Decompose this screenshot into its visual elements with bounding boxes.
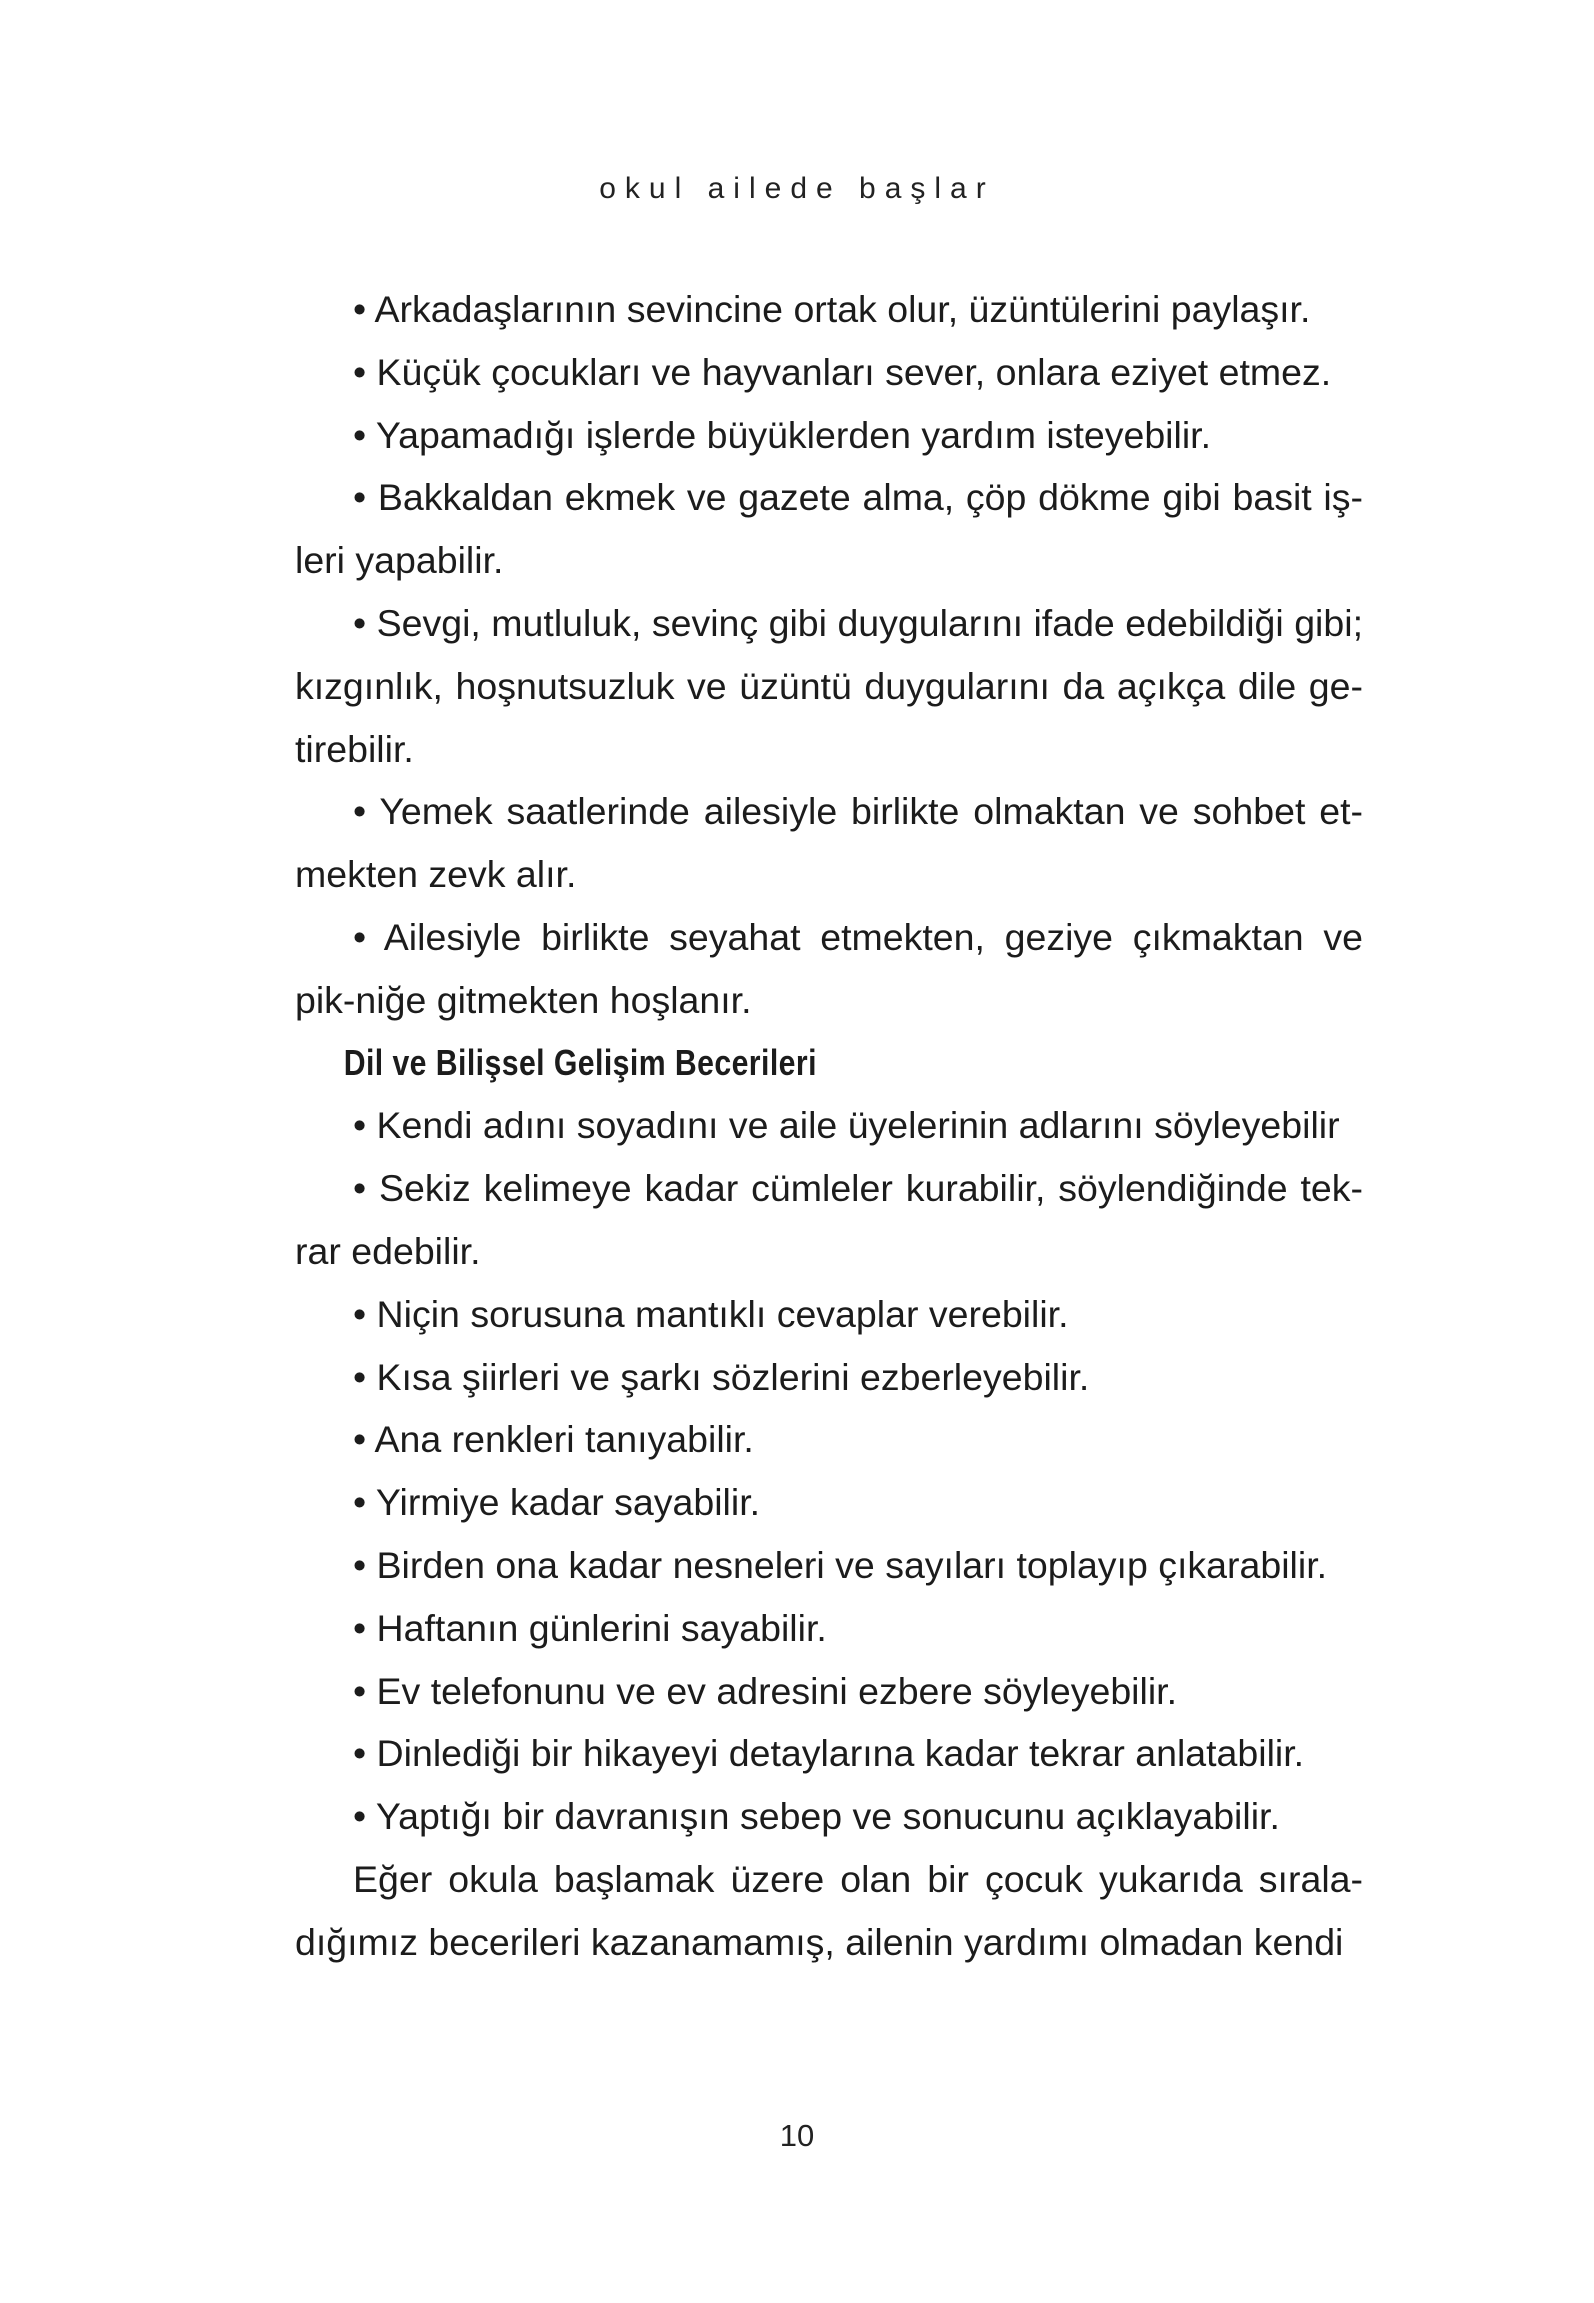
running-header: okul ailede başlar [599, 172, 995, 205]
bullet-paragraph: • Ev telefonunu ve ev adresini ezbere söyleyebilir. [353, 1669, 1178, 1712]
bullet-paragraph: • Sevgi, mutluluk, sevinç gibi duygularını ifade edebildiği gibi; kızgınlık, hoşnutsuzluk ve üzüntü duygularını da açıkça dile ge-tirebilir. [295, 601, 1363, 770]
bullet-paragraph: • Yemek saatlerinde ailesiyle birlikte olmaktan ve sohbet et-mekten zevk alır. [295, 790, 1363, 896]
bullet-paragraph: • Ana renkleri tanıyabilir. [353, 1418, 754, 1461]
page-body [295, 278, 1363, 1974]
body-paragraph: Eğer okula başlamak üzere olan bir çocuk yukarıda sırala-dığımız becerileri kazanamamış, ailenin yardımı olmadan kendi [295, 1857, 1363, 1963]
bullet-paragraph: • Küçük çocukları ve hayvanları sever, onlara eziyet etmez. [353, 350, 1332, 393]
bullet-paragraph: • Kısa şiirleri ve şarkı sözlerini ezberleyebilir. [353, 1355, 1090, 1398]
bullet-paragraph: • Birden ona kadar nesneleri ve sayıları toplayıp çıkarabilir. [353, 1543, 1328, 1586]
bullet-paragraph: • Arkadaşlarının sevincine ortak olur, üzüntülerini paylaşır. [353, 288, 1311, 330]
bullet-paragraph: • Haftanın günlerini sayabilir. [353, 1606, 827, 1649]
bullet-paragraph: • Sekiz kelimeye kadar cümleler kurabilir, söylendiğinde tek-rar edebilir. [295, 1167, 1363, 1272]
bullet-paragraph: • Kendi adını soyadını ve aile üyelerinin adlarını söyleyebilir [353, 1104, 1340, 1147]
bullet-paragraph: • Yapamadığı işlerde büyüklerden yardım isteyebilir. [353, 413, 1212, 456]
bullet-paragraph: • Dinlediği bir hikayeyi detaylarına kadar tekrar anlatabilir. [353, 1732, 1305, 1775]
section-heading: Dil ve Bilişsel Gelişim Becerileri [343, 1041, 817, 1083]
bullet-paragraph: • Niçin sorusuna mantıklı cevaplar verebilir. [353, 1292, 1069, 1335]
bullet-paragraph: • Ailesiyle birlikte seyahat etmekten, geziye çıkmaktan ve pik-niğe gitmekten hoşlanır. [295, 915, 1363, 1021]
bullet-paragraph: • Yirmiye kadar sayabilir. [353, 1481, 761, 1524]
page-number: 10 [779, 2118, 815, 2153]
bullet-paragraph: • Yaptığı bir davranışın sebep ve sonucunu açıklayabilir. [353, 1795, 1280, 1838]
bullet-paragraph: • Bakkaldan ekmek ve gazete alma, çöp dökme gibi basit iş-leri yapabilir. [295, 476, 1363, 582]
